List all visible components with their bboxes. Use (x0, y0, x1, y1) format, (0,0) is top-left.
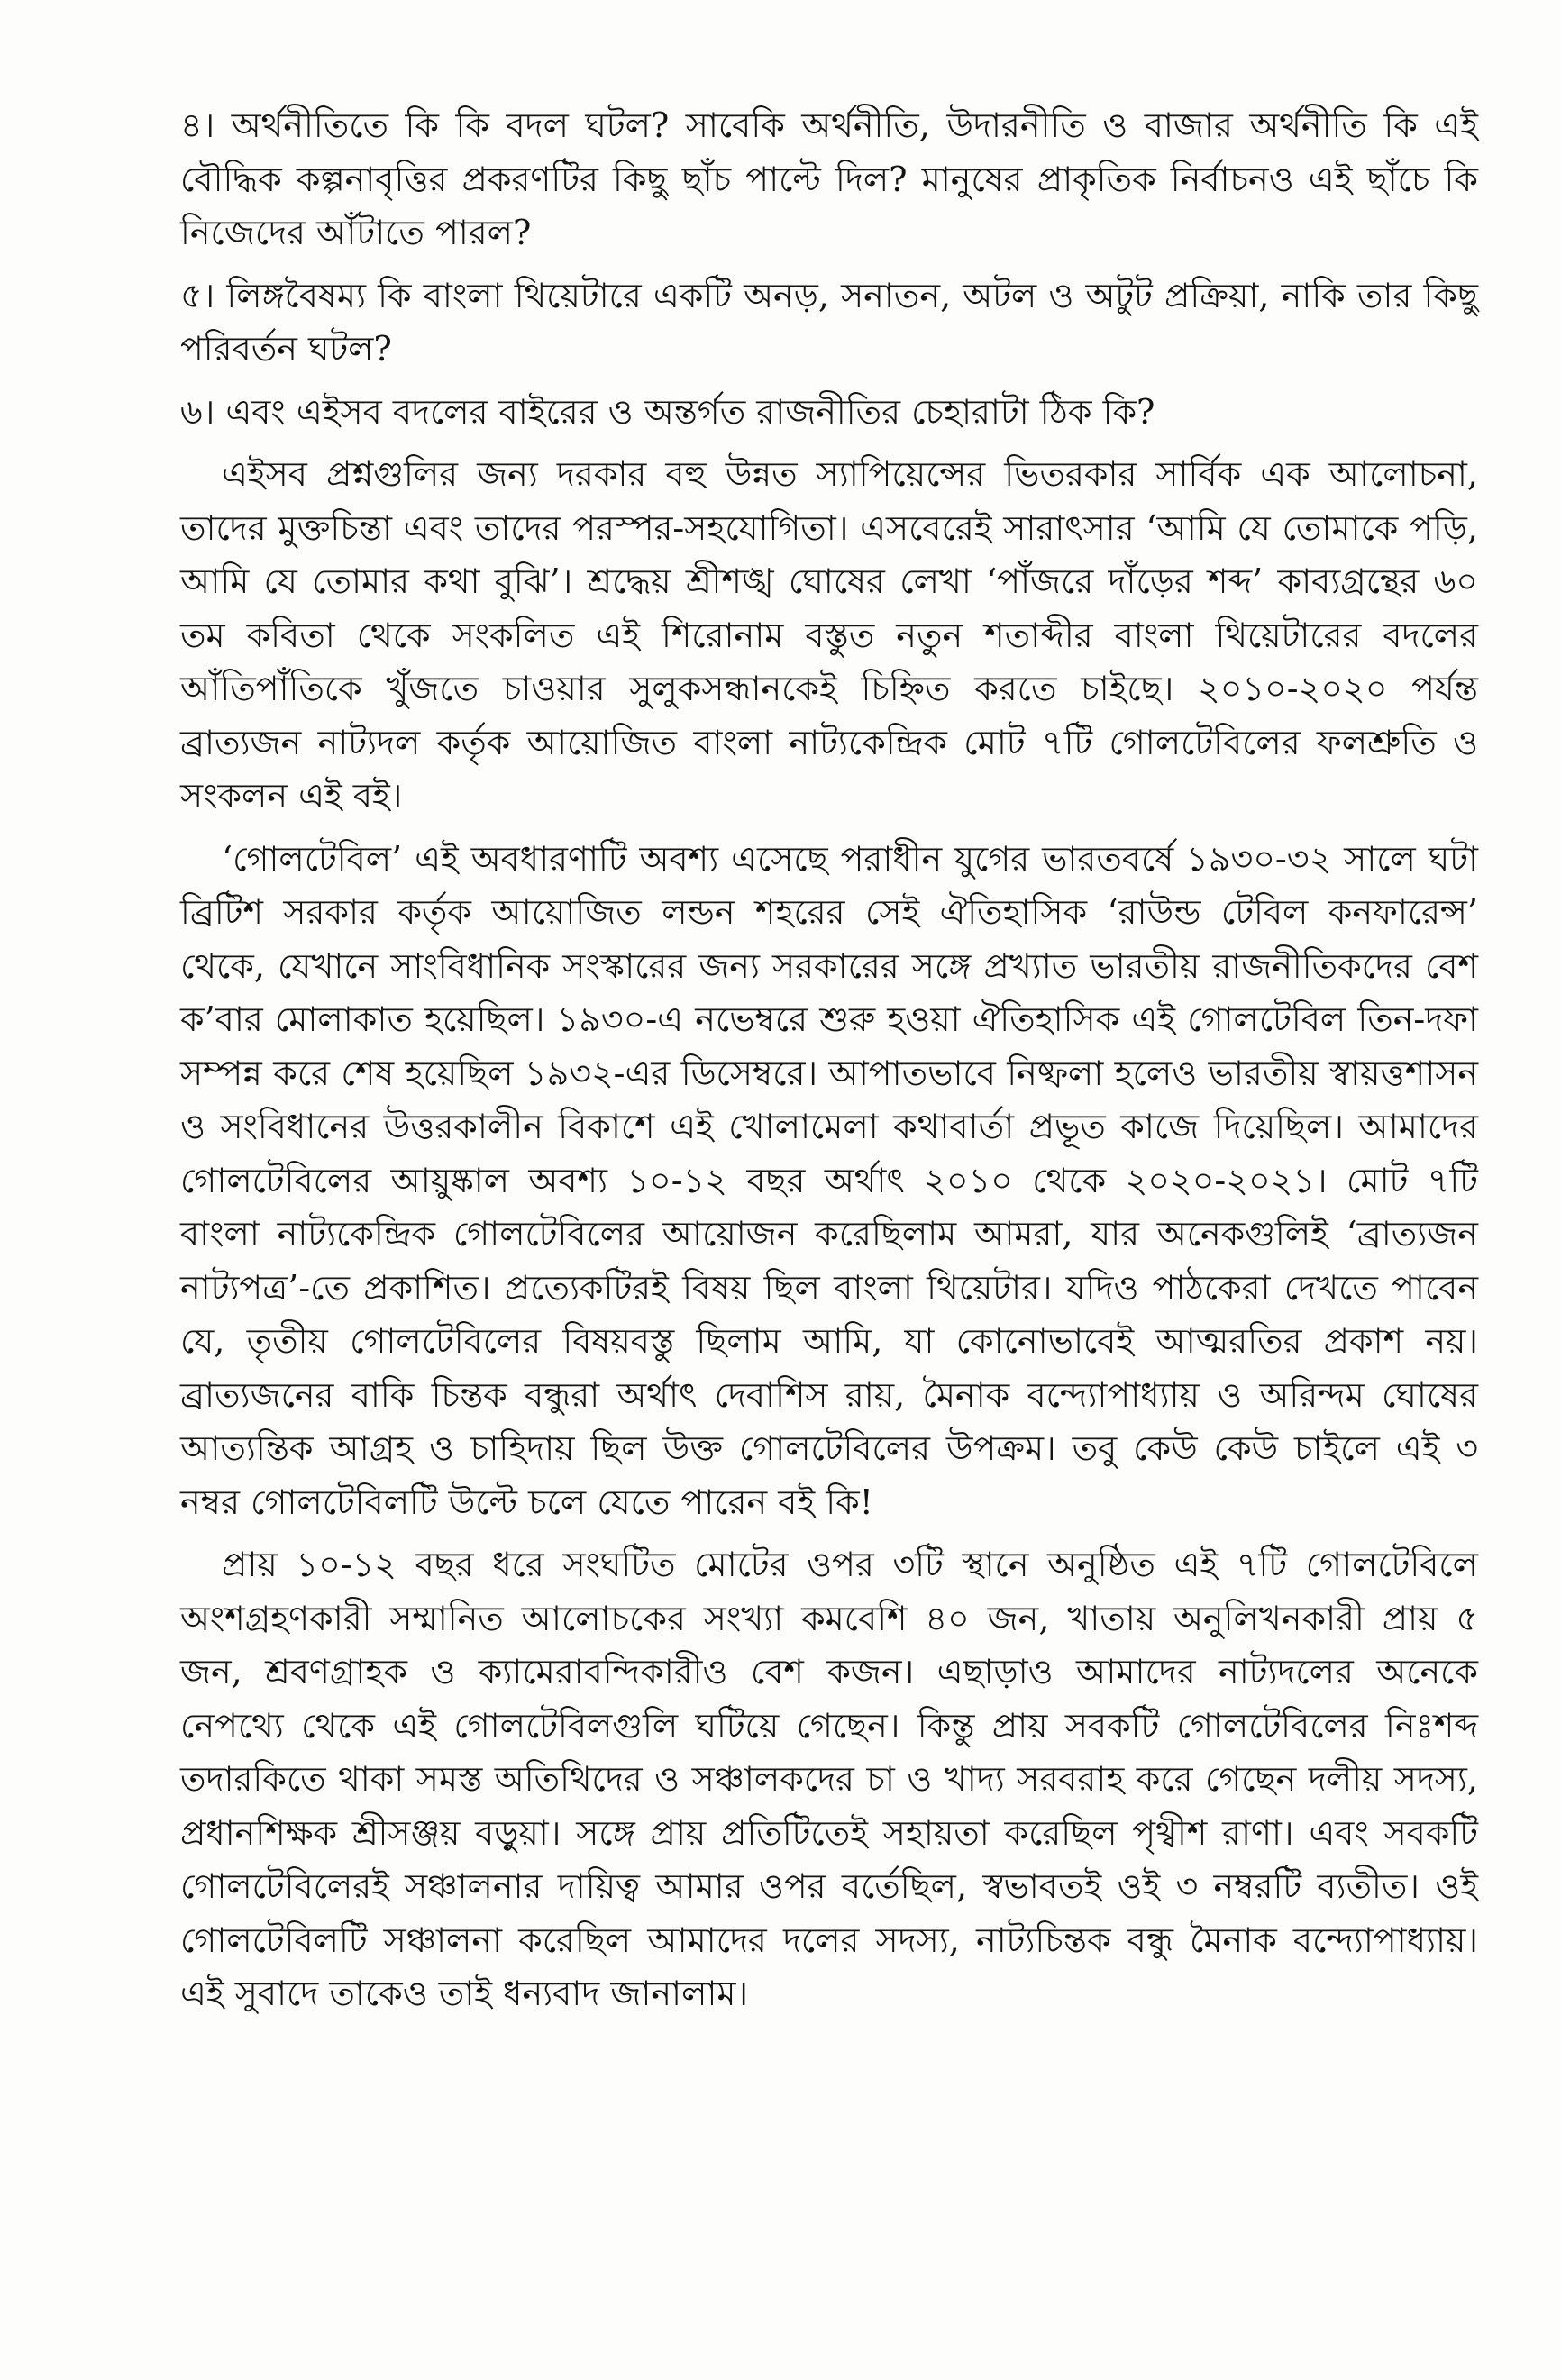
paragraph-question-6: ৬। এবং এইসব বদলের বাইরের ও অন্তর্গত রাজনীতির চেহারাটা ঠিক কি? (180, 391, 1155, 432)
paragraph-acknowledgements: প্রায় ১০-১২ বছর ধরে সংঘটিত মোটের ওপর ৩টি স্থানে অনুষ্ঠিত এই ৭টি গোলটেবিলে অংশগ্রহণকারী সম্মানিত আলোচকের সংখ্যা কমবেশি ৪০ জন, খাতায় অনুলিখনকারী প্রায় ৫ জন, শ্রবণগ্রাহক ও ক্যামেরাবন্দিকারীও বেশ কজন। এছাড়াও আমাদের নাট্যদলের অনেকে নেপথ্যে থেকে এই গোলটেবিলগুলি ঘটিয়ে গেছেন। কিন্তু প্রায় সবকটি গোলটেবিলের নিঃশব্দ তদারকিতে থাকা সমস্ত অতিথিদের ও সঞ্চালকদের চা ও খাদ্য সরবরাহ করে গেছেন দলীয় সদস্য, প্রধানশিক্ষক শ্রীসঞ্জয় বড়ুয়া। সঙ্গে প্রায় প্রতিটিতেই সহায়তা করেছিল পৃথ্বীশ রাণা। এবং সবকটি গোলটেবিলেরই সঞ্চালনার দায়িত্ব আমার ওপর বর্তেছিল, স্বভাবতই ওই ৩ নম্বরটি ব্যতীত। ওই গোলটেবিলটি সঞ্চালনা করেছিল আমাদের দলের সদস্য, নাট্যচিন্তক বন্ধু মৈনাক বন্দ্যোপাধ্যায়। এই সুবাদে তাকেও তাই ধন্যবাদ জানালাম। (180, 1545, 1478, 2013)
paragraph-discussion: এইসব প্রশ্নগুলির জন্য দরকার বহু উন্নত স্যাপিয়েন্সের ভিতরকার সার্বিক এক আলোচনা, তাদের মুক্তচিন্তা এবং তাদের পরস্পর-সহযোগিতা। এসবেরেই সারাৎসার ‘আমি যে তোমাকে পড়ি, আমি যে তোমার কথা বুঝি’। শ্রদ্ধেয় শ্রীশঙ্খ ঘোষের লেখা ‘পাঁজরে দাঁড়ের শব্দ’ কাব্যগ্রন্থের ৬০ তম কবিতা থেকে সংকলিত এই শিরোনাম বস্তুত নতুন শতাব্দীর বাংলা থিয়েটারের বদলের আঁতিপাঁতিকে খুঁজতে চাওয়ার সুলুকসন্ধানকেই চিহ্নিত করতে চাইছে। ২০১০-২০২০ পর্যন্ত ব্রাত্যজন নাট্যদল কর্তৃক আয়োজিত বাংলা নাট্যকেন্দ্রিক মোট ৭টি গোলটেবিলের ফলশ্রুতি ও সংকলন এই বই। (180, 454, 1478, 816)
paragraph-round-table-history: ‘গোলটেবিল’ এই অবধারণাটি অবশ্য এসেছে পরাধীন যুগের ভারতবর্ষে ১৯৩০-৩২ সালে ঘটা ব্রিটিশ সরকার কর্তৃক আয়োজিত লন্ডন শহরের সেই ঐতিহাসিক ‘রাউন্ড টেবিল কনফারেন্স’ থেকে, যেখানে সাংবিধানিক সংস্কারের জন্য সরকারের সঙ্গে প্রখ্যাত ভারতীয় রাজনীতিকদের বেশ ক’বার মোলাকাত হয়েছিল। ১৯৩০-এ নভেম্বরে শুরু হওয়া ঐতিহাসিক এই গোলটেবিল তিন-দফা সম্পন্ন করে শেষ হয়েছিল ১৯৩২-এর ডিসেম্বরে। আপাতভাবে নিষ্ফলা হলেও ভারতীয় স্বায়ত্তশাসন ও সংবিধানের উত্তরকালীন বিকাশে এই খোলামেলা কথাবার্তা প্রভূত কাজে দিয়েছিল। আমাদের গোলটেবিলের আয়ুষ্কাল অবশ্য ১০-১২ বছর অর্থাৎ ২০১০ থেকে ২০২০-২০২১। মোট ৭টি বাংলা নাট্যকেন্দ্রিক গোলটেবিলের আয়োজন করেছিলাম আমরা, যার অনেকগুলিই ‘ব্রাত্যজন নাট্যপত্র’-তে প্রকাশিত। প্রত্যেকটিরই বিষয় ছিল বাংলা থিয়েটার। যদিও পাঠকেরা দেখতে পাবেন যে, তৃতীয় গোলটেবিলের বিষয়বস্তু ছিলাম আমি, যা কোনোভাবেই আত্মরতির প্রকাশ নয়। ব্রাত্যজনের বাকি চিন্তক বন্ধুরা অর্থাৎ দেবাশিস রায়, মৈনাক বন্দ্যোপাধ্যায় ও অরিন্দম ঘোষের আত্যন্তিক আগ্রহ ও চাহিদায় ছিল উক্ত গোলটেবিলের উপক্রম। তবু কেউ কেউ চাইলে এই ৩ নম্বর গোলটেবিলটি উল্টে চলে যেতে পারেন বই কি! (180, 838, 1478, 1522)
paragraph-question-5: ৫। লিঙ্গবৈষম্য কি বাংলা থিয়েটারে একটি অনড়, সনাতন, অটল ও অটুট প্রক্রিয়া, নাকি তার কিছু পরিবর্তন ঘটল? (180, 275, 1478, 369)
paragraph-question-4: ৪। অর্থনীতিতে কি কি বদল ঘটল? সাবেকি অর্থনীতি, উদারনীতি ও বাজার অর্থনীতি কি এই বৌদ্ধিক কল্পনাবৃত্তির প্রকরণটির কিছু ছাঁচ পাল্টে দিল? মানুষের প্রাকৃতিক নির্বাচনও এই ছাঁচে কি নিজেদের আঁটাতে পারল? (180, 105, 1478, 252)
